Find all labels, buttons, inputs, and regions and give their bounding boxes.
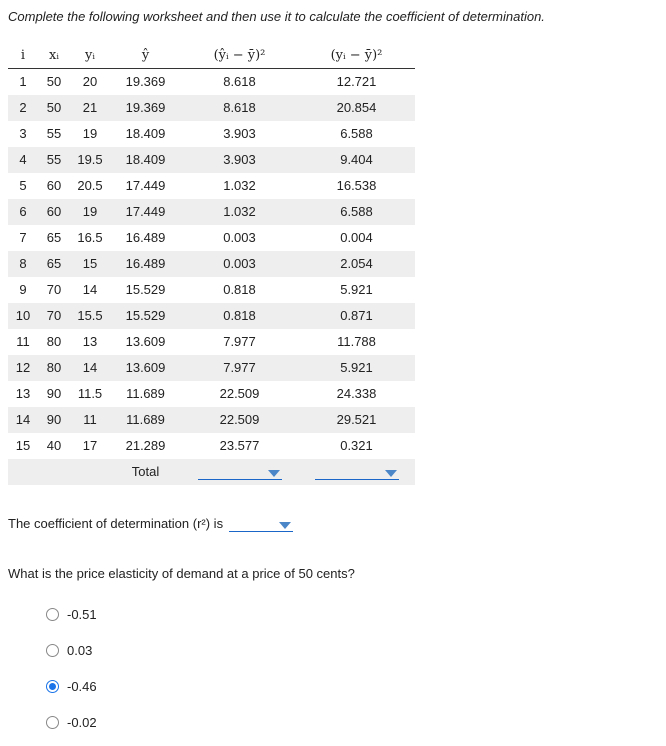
col-header-x: xᵢ (38, 42, 70, 69)
cell-x: 50 (46, 100, 62, 115)
table-row (8, 329, 415, 355)
cell-i: 13 (15, 386, 31, 401)
table-row (8, 225, 415, 251)
cell-y: 11.5 (77, 386, 103, 401)
cell-sst: 20.854 (336, 100, 377, 115)
cell-i: 15 (15, 438, 31, 453)
cell-y: 11 (83, 412, 97, 427)
cell-y: 17 (82, 438, 98, 453)
cell-yhat: 13.609 (125, 334, 166, 349)
cell-yhat: 15.529 (125, 282, 166, 297)
table-row (8, 69, 415, 95)
cell-sst: 6.588 (340, 126, 373, 141)
cell-i: 10 (15, 308, 31, 323)
answer-option-label: -0.46 (67, 679, 97, 694)
cell-sst: 9.404 (340, 152, 373, 167)
cell-y: 19.5 (77, 152, 103, 167)
col-header-y: yᵢ (70, 42, 110, 69)
answer-option[interactable] (46, 643, 92, 658)
table-row (8, 95, 415, 121)
cell-ssr: 22.509 (219, 386, 260, 401)
radio-button[interactable] (46, 680, 59, 693)
answer-option[interactable] (46, 607, 97, 622)
cell-x: 90 (46, 386, 62, 401)
cell-y: 20.5 (77, 178, 103, 193)
cell-yhat: 15.529 (125, 308, 166, 323)
answer-option-label: 0.03 (67, 643, 93, 658)
answer-option[interactable] (46, 715, 97, 730)
cell-ssr: 3.903 (223, 152, 256, 167)
cell-sst: 5.921 (340, 282, 373, 297)
cell-ssr: 3.903 (223, 126, 256, 141)
cell-ssr: 0.818 (223, 282, 256, 297)
cell-i: 8 (19, 256, 27, 271)
table-row (8, 277, 415, 303)
cell-yhat: 19.369 (125, 74, 166, 90)
cell-yhat: 18.409 (125, 126, 166, 141)
answer-option-label: -0.02 (67, 715, 97, 730)
coefficient-dropdown[interactable] (229, 517, 293, 532)
cell-ssr: 7.977 (223, 360, 256, 375)
col-header-sst: (yᵢ − ȳ)² (298, 42, 415, 69)
cell-yhat: 16.489 (125, 230, 166, 245)
cell-yhat: 11.689 (126, 386, 165, 401)
cell-sst: 29.521 (336, 412, 377, 427)
cell-i: 6 (19, 204, 27, 219)
question-text: What is the price elasticity of demand at a price of 50 cents? (8, 566, 355, 581)
col-header-yhat: ŷ (110, 42, 181, 69)
table-row (8, 147, 415, 173)
cell-sst: 16.538 (336, 178, 377, 193)
total-sst-dropdown[interactable] (315, 465, 399, 480)
coefficient-label: The coefficient of determination (r²) is (8, 516, 224, 531)
cell-x: 65 (46, 230, 62, 245)
col-header-ssr: (ŷᵢ − ȳ)² (181, 42, 298, 69)
radio-button[interactable] (46, 644, 59, 657)
total-row (8, 459, 415, 485)
coefficient-line (8, 516, 293, 532)
cell-ssr: 0.818 (223, 308, 256, 323)
cell-x: 65 (46, 256, 62, 271)
radio-button[interactable] (46, 608, 59, 621)
cell-ssr: 8.618 (223, 74, 256, 90)
cell-ssr: 23.577 (219, 438, 260, 453)
cell-x: 80 (46, 334, 62, 349)
cell-i: 7 (19, 230, 27, 245)
cell-ssr: 1.032 (223, 204, 256, 219)
cell-sst: 0.004 (340, 230, 373, 245)
cell-ssr: 0.003 (223, 256, 256, 271)
table-row (8, 303, 415, 329)
cell-i: 2 (19, 100, 27, 115)
table-row (8, 121, 415, 147)
cell-sst: 0.871 (340, 308, 373, 323)
cell-sst: 6.588 (340, 204, 373, 219)
cell-y: 14 (82, 360, 98, 375)
table-row (8, 381, 415, 407)
cell-ssr: 22.509 (219, 412, 260, 427)
cell-x: 60 (46, 178, 62, 193)
col-header-i: i (8, 42, 38, 69)
cell-x: 50 (46, 74, 62, 90)
cell-ssr: 7.977 (223, 334, 256, 349)
cell-sst: 12.721 (336, 74, 377, 90)
cell-x: 55 (46, 152, 62, 167)
instructions: Complete the following worksheet and then use it to calculate the coefficient of determination. (8, 9, 545, 24)
cell-y: 14 (82, 282, 98, 297)
answer-option-label: -0.51 (67, 607, 97, 622)
cell-sst: 24.338 (336, 386, 377, 401)
cell-x: 80 (46, 360, 62, 375)
cell-yhat: 11.689 (126, 412, 165, 427)
cell-x: 60 (46, 204, 62, 219)
cell-ssr: 0.003 (223, 230, 256, 245)
cell-x: 70 (46, 308, 62, 323)
cell-x: 55 (46, 126, 62, 141)
cell-yhat: 17.449 (125, 178, 166, 193)
cell-i: 9 (19, 282, 27, 297)
radio-button[interactable] (46, 716, 59, 729)
cell-x: 90 (46, 412, 62, 427)
cell-i: 14 (15, 412, 31, 427)
cell-i: 1 (19, 74, 27, 90)
worksheet-body (8, 69, 415, 459)
total-label: Total (131, 464, 160, 479)
cell-y: 16.5 (77, 230, 103, 245)
cell-yhat: 13.609 (125, 360, 166, 375)
cell-yhat: 21.289 (125, 438, 166, 453)
cell-i: 5 (19, 178, 27, 193)
cell-yhat: 19.369 (125, 100, 166, 115)
cell-sst: 11.788 (337, 334, 376, 349)
table-row (8, 173, 415, 199)
cell-yhat: 18.409 (125, 152, 166, 167)
cell-y: 21 (82, 100, 98, 115)
total-ssr-dropdown[interactable] (198, 465, 282, 480)
cell-sst: 2.054 (340, 256, 373, 271)
cell-i: 3 (19, 126, 27, 141)
answer-option[interactable] (46, 679, 97, 694)
cell-x: 40 (46, 438, 62, 453)
cell-i: 11 (16, 334, 30, 349)
cell-ssr: 8.618 (223, 100, 256, 115)
cell-sst: 0.321 (340, 438, 373, 453)
cell-y: 19 (82, 126, 98, 141)
table-row (8, 433, 415, 459)
table-row (8, 251, 415, 277)
cell-sst: 5.921 (340, 360, 373, 375)
table-row (8, 355, 415, 381)
cell-y: 19 (82, 204, 98, 219)
cell-x: 70 (46, 282, 62, 297)
cell-y: 15 (82, 256, 98, 271)
table-row (8, 407, 415, 433)
table-row (8, 199, 415, 225)
cell-i: 4 (19, 152, 27, 167)
cell-y: 13 (82, 334, 98, 349)
cell-y: 15.5 (77, 308, 103, 323)
cell-yhat: 17.449 (125, 204, 166, 219)
header-row (8, 42, 415, 69)
cell-i: 12 (15, 360, 31, 375)
cell-ssr: 1.032 (223, 178, 256, 193)
worksheet-table (8, 42, 415, 485)
cell-y: 20 (82, 74, 98, 90)
cell-yhat: 16.489 (125, 256, 166, 271)
